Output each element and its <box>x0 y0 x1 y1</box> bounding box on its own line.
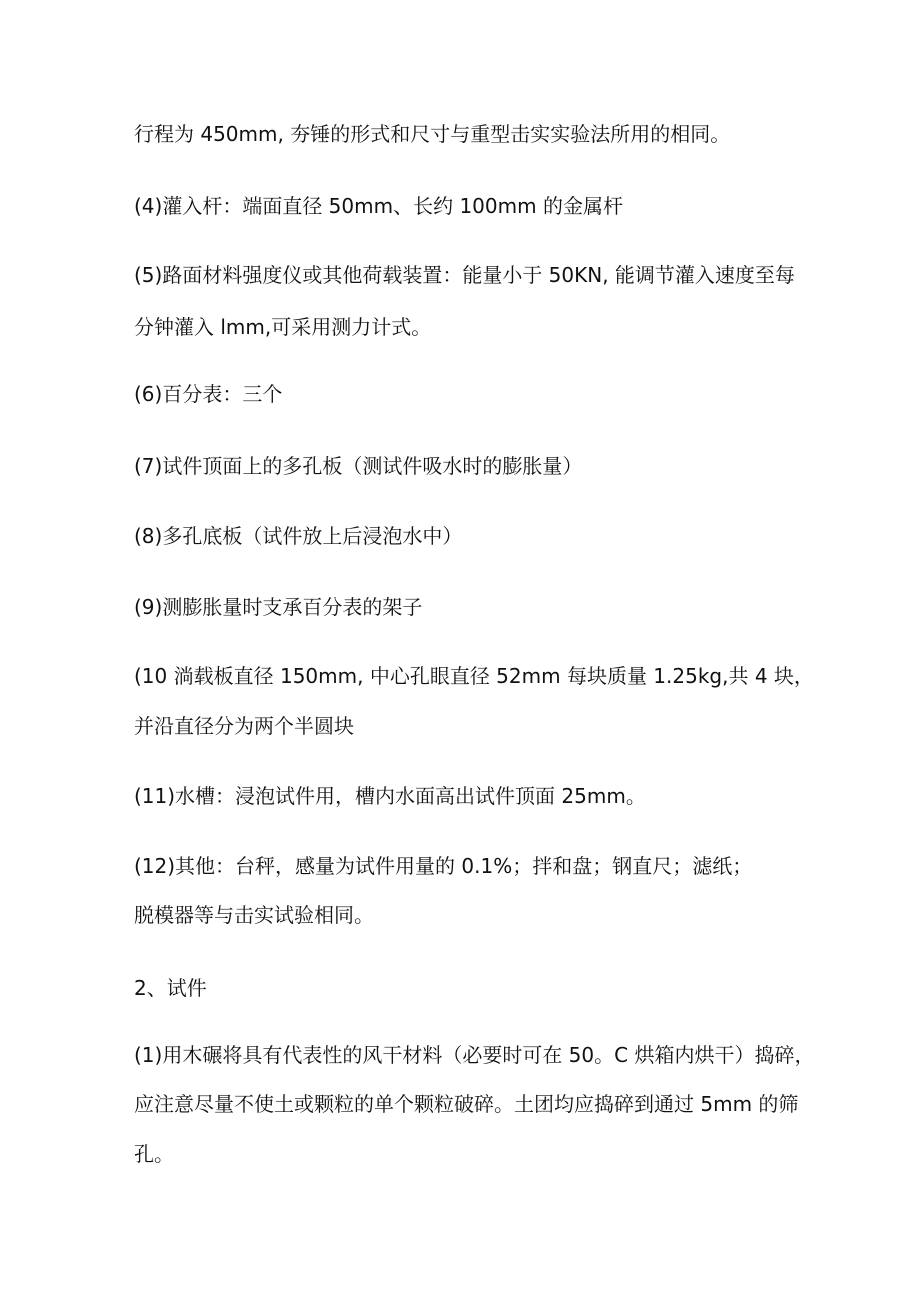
text-line-item-9: (9)测膨胀量时支承百分表的架子 <box>134 595 423 619</box>
text-line-item-7: (7)试件顶面上的多孔板（测试件吸水时的膨胀量） <box>134 454 583 478</box>
text-line-item-12-cont: 脱模器等与击实试验相同。 <box>134 903 374 927</box>
text-line-item-6: (6)百分表：三个 <box>134 382 283 406</box>
text-line-item-11: (11)水槽：浸泡试件用，槽内水面高出试件顶面 25mm。 <box>134 784 646 808</box>
text-line-item-4: (4)灌入杆：端面直径 50mm、长约 100mm 的金属杆 <box>134 194 623 218</box>
text-line-item-8: (8)多孔底板（试件放上后浸泡水中） <box>134 524 463 548</box>
text-line-item-5: (5)路面材料强度仪或其他荷载装置：能量小于 50KN, 能调节灌入速度至每 <box>134 263 795 287</box>
text-line-item-10: (10 淌载板直径 150mm, 中心孔眼直径 52mm 每块质量 1.25kg,共 4 块， <box>134 664 814 688</box>
text-line-specimen-1: (1)用木碾将具有代表性的风干材料（必要时可在 50。C 烘箱内烘干）捣碎， <box>134 1043 815 1067</box>
section-heading-specimen: 2、试件 <box>134 976 207 1000</box>
text-line-item-12: (12)其他：台秤，感量为试件用量的 0.1%；拌和盘；钢直尺；滤纸； <box>134 854 753 878</box>
text-line-specimen-1-end: 孔。 <box>134 1142 174 1166</box>
text-line-item-10-cont: 并沿直径分为两个半圆块 <box>134 714 354 738</box>
text-line-item-5-cont: 分钟灌入 lmm,可采用测力计式。 <box>134 315 432 339</box>
text-line-specimen-1-cont: 应注意尽量不使土或颗粒的单个颗粒破碎。土团均应捣碎到通过 5mm 的筛 <box>134 1092 799 1116</box>
text-line-stroke-length: 行程为 450mm, 夯锤的形式和尺寸与重型击实实验法所用的相同。 <box>134 122 731 146</box>
